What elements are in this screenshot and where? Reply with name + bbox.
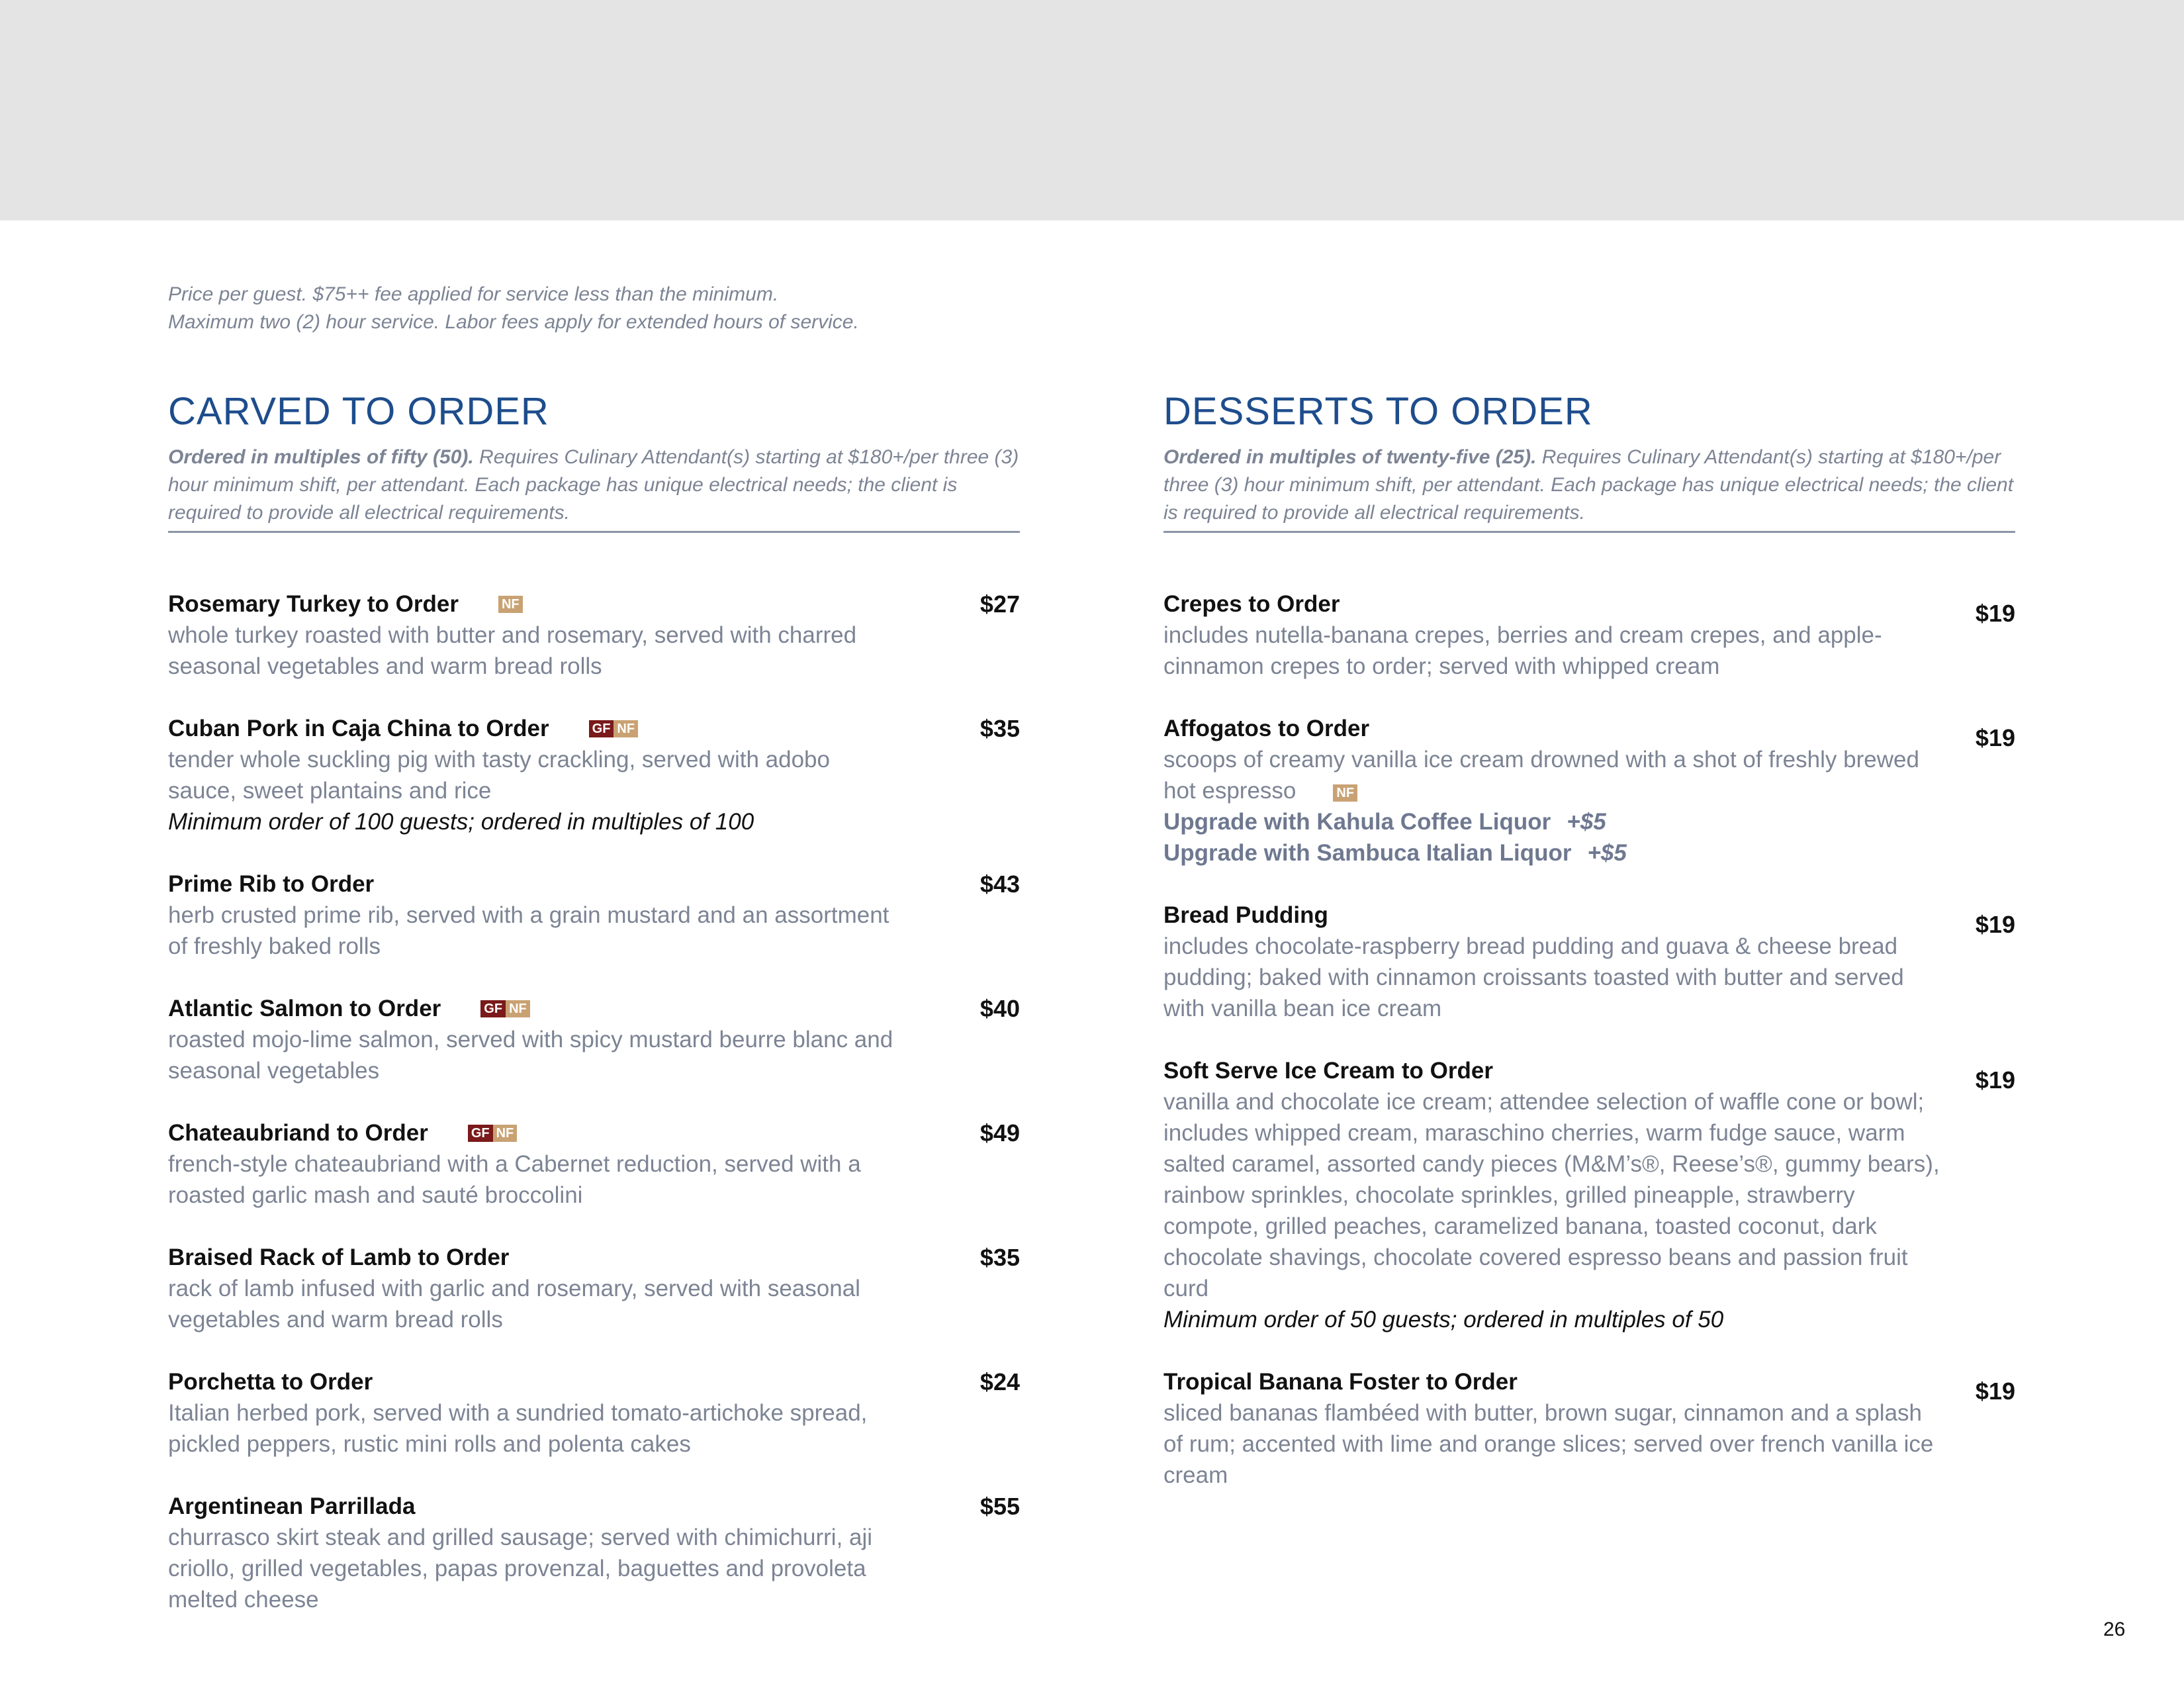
gluten-free-tag: GF xyxy=(589,720,614,737)
item-description: vanilla and chocolate ice cream; attendee selection of waffle cone or bowl; includes whipped cream, maraschino cherries, warm fudge sauce, warm salted caramel, assorted candy pieces (M&M’s®, Reese’s®, gummy bears), rainbow sprinkles, chocolate sprinkles, grilled pineapple, strawberry compote, grilled peaches, caramelized banana, toasted coconut, dark chocolate shavings, chocolate covered espresso beans and passion fruit curd xyxy=(1163,1089,1940,1301)
menu-list xyxy=(168,588,1020,1615)
item-price: $24 xyxy=(979,1368,1020,1395)
item-name: Crepes to Order xyxy=(1163,591,1340,617)
menu-item xyxy=(1163,1055,2015,1335)
upgrade-label: Upgrade with Kahula Coffee Liquor xyxy=(1163,809,1551,835)
gluten-free-tag: GF xyxy=(468,1125,493,1142)
item-description: rack of lamb infused with garlic and rosemary, served with seasonal vegetables and warm bread rolls xyxy=(168,1276,860,1333)
item-name: Chateaubriand to Order xyxy=(168,1120,428,1146)
intro-line: Maximum two (2) hour service. Labor fees apply for extended hours of service. xyxy=(168,311,859,333)
item-description: churrasco skirt steak and grilled sausage; served with chimichurri, aji criollo, grilled vegetables, papas provenzal, baguettes and provoleta melted cheese xyxy=(168,1524,873,1613)
menu-item xyxy=(168,588,1020,682)
item-name: Tropical Banana Foster to Order xyxy=(1163,1369,1518,1395)
menu-item xyxy=(1163,1366,2015,1491)
item-description: herb crusted prime rib, served with a grain mustard and an assortment of freshly baked rolls xyxy=(168,902,889,959)
upgrade-cost: +$5 xyxy=(1567,809,1606,835)
item-name: Soft Serve Ice Cream to Order xyxy=(1163,1058,1493,1084)
item-description: includes nutella-banana crepes, berries and cream crepes, and apple-cinnamon crepes to order; served with whipped cream xyxy=(1163,622,1882,679)
item-description-block xyxy=(1163,744,1944,806)
note-bold: Ordered in multiples of fifty (50). xyxy=(168,446,474,468)
upgrade-option xyxy=(1163,806,2015,837)
menu-list xyxy=(1163,588,2015,1491)
section-note xyxy=(1163,444,2015,528)
upgrade-label: Upgrade with Sambuca Italian Liquor xyxy=(1163,840,1572,866)
item-price: $43 xyxy=(979,870,1020,898)
item-price: $19 xyxy=(1975,1066,2015,1094)
item-description: Italian herbed pork, served with a sundried tomato-artichoke spread, pickled peppers, rustic mini rolls and polenta cakes xyxy=(168,1400,868,1457)
item-name: Porchetta to Order xyxy=(168,1369,373,1395)
menu-item xyxy=(1163,900,2015,1024)
item-price: $35 xyxy=(979,1244,1020,1271)
menu-item xyxy=(168,1366,1020,1460)
nut-free-tag: NF xyxy=(506,1000,530,1017)
section-divider xyxy=(168,531,1020,533)
nut-free-tag: NF xyxy=(493,1125,518,1142)
item-name: Prime Rib to Order xyxy=(168,871,375,897)
item-note: Minimum order of 50 guests; ordered in multiples of 50 xyxy=(1163,1307,1724,1333)
item-price: $49 xyxy=(979,1119,1020,1147)
item-name: Affogatos to Order xyxy=(1163,716,1370,741)
diet-tags xyxy=(468,1125,517,1142)
item-price: $19 xyxy=(1975,600,2015,627)
item-note: Minimum order of 100 guests; ordered in multiples of 100 xyxy=(168,809,754,835)
item-description: whole turkey roasted with butter and rosemary, served with charred seasonal vegetables and warm bread rolls xyxy=(168,622,857,679)
item-name: Braised Rack of Lamb to Order xyxy=(168,1244,510,1270)
note-bold: Ordered in multiples of twenty-five (25). xyxy=(1163,446,1537,468)
item-price: $27 xyxy=(979,590,1020,618)
upgrade-option xyxy=(1163,837,2015,868)
diet-tags xyxy=(480,1000,529,1017)
section-divider xyxy=(1163,531,2015,533)
item-description: sliced bananas flambéed with butter, brown sugar, cinnamon and a splash of rum; accented with lime and orange slices; served over french vanilla ice cream xyxy=(1163,1400,1934,1488)
diet-tags xyxy=(1333,784,1357,802)
item-description: scoops of creamy vanilla ice cream drowned with a shot of freshly brewed hot espresso xyxy=(1163,747,1919,804)
nut-free-tag: NF xyxy=(498,596,523,613)
item-name: Bread Pudding xyxy=(1163,902,1328,928)
nut-free-tag: NF xyxy=(614,720,638,737)
item-price: $35 xyxy=(979,715,1020,742)
header-band xyxy=(0,0,2184,220)
menu-item xyxy=(168,1242,1020,1335)
item-name: Argentinean Parrillada xyxy=(168,1493,416,1519)
diet-tags xyxy=(498,596,523,613)
item-price: $19 xyxy=(1975,1378,2015,1405)
item-description: tender whole suckling pig with tasty crackling, served with adobo sauce, sweet plantains and rice xyxy=(168,747,830,804)
menu-item xyxy=(1163,588,2015,682)
intro-line: Price per guest. $75++ fee applied for service less than the minimum. xyxy=(168,283,779,305)
menu-item xyxy=(168,1491,1020,1615)
item-name: Atlantic Salmon to Order xyxy=(168,996,441,1021)
page-number: 26 xyxy=(2103,1618,2126,1640)
nut-free-tag: NF xyxy=(1333,784,1357,802)
item-description: includes chocolate-raspberry bread pudding and guava & cheese bread pudding; baked with cinnamon croissants toasted with butter and served with vanilla bean ice cream xyxy=(1163,933,1904,1021)
item-description: french-style chateaubriand with a Cabernet reduction, served with a roasted garlic mash and sauté broccolini xyxy=(168,1151,861,1208)
upgrade-cost: +$5 xyxy=(1587,840,1627,866)
desserts-section xyxy=(1163,385,2015,1522)
pricing-intro xyxy=(168,281,1161,336)
section-note xyxy=(168,444,1020,528)
diet-tags xyxy=(589,720,638,737)
item-name: Rosemary Turkey to Order xyxy=(168,591,459,617)
section-title: DESSERTS TO ORDER xyxy=(1163,390,1593,433)
note-text: Requires Culinary Attendant(s) starting at $180+/per three (3) hour minimum shift, per attendant. Each package has unique electrical needs; the client is required to provide all electrical requirements. xyxy=(1163,446,2014,524)
carved-section xyxy=(168,385,1020,1646)
item-price: $55 xyxy=(979,1493,1020,1520)
menu-item xyxy=(168,713,1020,837)
note-text: Requires Culinary Attendant(s) starting at $180+/per three (3) hour minimum shift, per attendant. Each package has unique electrical needs; the client is required to provide all electrical requirements. xyxy=(168,446,1019,524)
item-description: roasted mojo-lime salmon, served with spicy mustard beurre blanc and seasonal vegetables xyxy=(168,1027,893,1084)
menu-item xyxy=(168,993,1020,1086)
item-price: $40 xyxy=(979,995,1020,1022)
menu-item xyxy=(1163,713,2015,868)
gluten-free-tag: GF xyxy=(480,1000,506,1017)
item-price: $19 xyxy=(1975,911,2015,938)
menu-item xyxy=(168,868,1020,962)
item-price: $19 xyxy=(1975,724,2015,751)
item-name: Cuban Pork in Caja China to Order xyxy=(168,716,549,741)
section-title: CARVED TO ORDER xyxy=(168,390,549,433)
menu-item xyxy=(168,1117,1020,1211)
